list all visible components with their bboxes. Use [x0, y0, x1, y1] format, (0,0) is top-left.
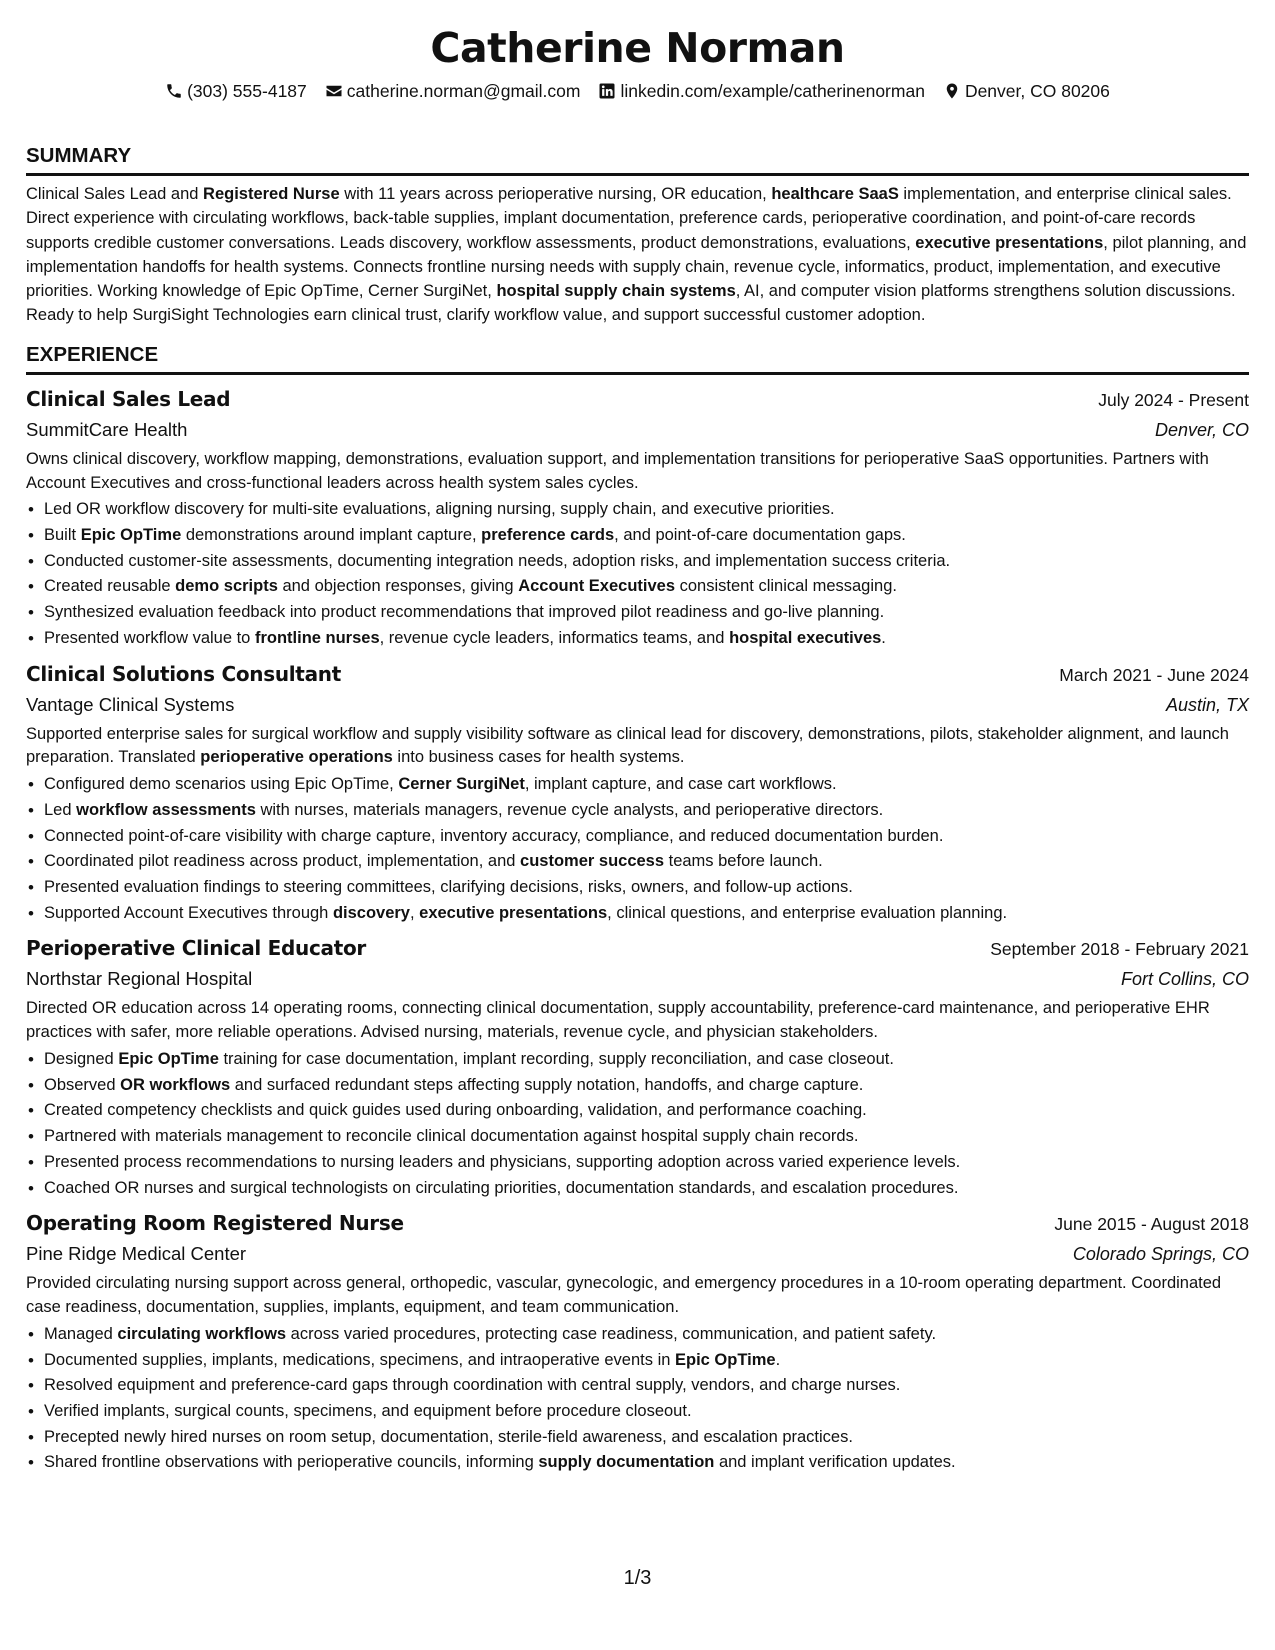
- summary-paragraph: [26, 182, 1249, 328]
- bullet-text: Created reusable: [44, 577, 176, 596]
- list-item: [26, 1098, 1249, 1124]
- list-item: [26, 824, 1249, 850]
- bullet-bold-text: demo scripts: [175, 577, 278, 596]
- job-company-row: [26, 417, 1249, 443]
- bullet-text: Verified implants, surgical counts, specimens, and equipment before procedure closeout.: [44, 1401, 692, 1420]
- job-company: Northstar Regional Hospital: [26, 968, 253, 990]
- experience-entry: [26, 1209, 1249, 1476]
- job-company: Vantage Clinical Systems: [26, 693, 235, 715]
- description-text: into business cases for health systems.: [392, 748, 685, 767]
- list-item: [26, 875, 1249, 901]
- list-item: [26, 574, 1249, 600]
- envelope-icon: [325, 82, 343, 100]
- summary-bold-text: Registered Nurse: [203, 185, 340, 203]
- job-header-row: [26, 660, 1249, 689]
- list-item: [26, 849, 1249, 875]
- list-item: [26, 523, 1249, 549]
- bullet-bold-text: workflow assessments: [76, 800, 256, 819]
- bullet-text: Built: [44, 526, 81, 545]
- summary-text: , AI, and computer vision platforms strengthens solution discussions. Ready to help SurgiSight Technologies earn clinical trust, clarify workflow value, and support successful customer adoption.: [26, 282, 1236, 325]
- bullet-text: Shared frontline observations with perioperative councils, informing: [44, 1453, 539, 1472]
- experience-entry: [26, 660, 1249, 927]
- list-item: [26, 1348, 1249, 1374]
- list-item: [26, 1176, 1249, 1202]
- job-title: Operating Room Registered Nurse: [26, 1211, 404, 1236]
- job-company-row: [26, 966, 1249, 992]
- description-bold-text: perioperative operations: [200, 748, 393, 767]
- bullet-text: demonstrations around implant capture,: [181, 526, 482, 545]
- map-pin-icon: [943, 82, 961, 100]
- bullet-text: teams before launch.: [664, 852, 823, 871]
- list-item: [26, 772, 1249, 798]
- job-title: Clinical Solutions Consultant: [26, 661, 341, 686]
- bullet-bold-text: Account Executives: [518, 577, 676, 596]
- bullet-text: Documented supplies, implants, medications, specimens, and intraoperative events in: [44, 1350, 675, 1369]
- list-item: [26, 1373, 1249, 1399]
- bullet-text: Precepted newly hired nurses on room setup, documentation, sterile-field awareness, and escalation practices.: [44, 1427, 853, 1446]
- bullet-text: Partnered with materials management to reconcile clinical documentation against hospital supply chain records.: [44, 1127, 859, 1146]
- page-indicator: 1/3: [623, 1567, 652, 1589]
- bullet-text: ,: [409, 903, 420, 922]
- bullet-bold-text: preference cards: [481, 526, 615, 545]
- list-item: [26, 1047, 1249, 1073]
- bullet-text: Created competency checklists and quick guides used during onboarding, validation, and performance coaching.: [44, 1101, 867, 1120]
- summary-text: implementation, and enterprise clinical sales. Direct experience with circulating workflows, back-table supplies, implant documentation, preference cards, perioperative coordination, and point-of-care records supports credible customer conversations. Leads discovery, workflow assessments, product demonstrations, evaluations,: [26, 185, 1232, 252]
- job-company-row: [26, 692, 1249, 718]
- experience-entry: [26, 385, 1249, 652]
- bullet-text: , implant capture, and case cart workflows.: [524, 775, 837, 794]
- contact-email[interactable]: [325, 79, 581, 103]
- bullet-text: .: [881, 628, 886, 647]
- bullet-text: Coached OR nurses and surgical technologists on circulating priorities, documentation standards, and escalation procedures.: [44, 1178, 959, 1197]
- job-description: [26, 448, 1249, 496]
- contact-location: [943, 79, 1110, 103]
- list-item: [26, 1124, 1249, 1150]
- list-item: [26, 1399, 1249, 1425]
- phone-number: (303) 555-4187: [187, 81, 307, 101]
- bullet-text: Conducted customer-site assessments, documenting integration needs, adoption risks, and implementation success criteria.: [44, 551, 951, 570]
- bullet-text: Supported Account Executives through: [44, 903, 333, 922]
- bullet-text: Presented process recommendations to nursing leaders and physicians, supporting adoption across varied experience levels.: [44, 1152, 961, 1171]
- summary-text: Clinical Sales Lead and: [26, 185, 204, 203]
- summary-text: , pilot planning, and implementation handoffs for health systems. Connects frontline nursing needs with supply chain, revenue cycle, informatics, product, implementation, and executive priorities. Working knowledge of Epic OpTime, Cerner SurgiNet,: [26, 233, 1247, 301]
- bullet-text: Configured demo scenarios using Epic OpTime,: [44, 775, 399, 794]
- list-item: [26, 1322, 1249, 1348]
- description-text: Provided circulating nursing support across general, orthopedic, vascular, gynecologic, and emergency procedures in a 10-room operating department. Coordinated case readiness, documentation, supplies, implants, equipment, and team communication.: [26, 1274, 1222, 1317]
- contact-linkedin[interactable]: [598, 79, 924, 103]
- bullet-bold-text: OR workflows: [120, 1075, 231, 1094]
- bullet-text: Resolved equipment and preference-card gaps through coordination with central supply, vendors, and charge nurses.: [44, 1376, 901, 1395]
- list-item: [26, 798, 1249, 824]
- linkedin-link[interactable]: linkedin.com/example/catherinenorman: [620, 81, 925, 101]
- list-item: [26, 1425, 1249, 1451]
- job-description: [26, 1272, 1249, 1320]
- summary-bold-text: executive presentations: [915, 233, 1104, 252]
- summary-heading: SUMMARY: [26, 144, 132, 167]
- bullet-bold-text: customer success: [520, 852, 665, 871]
- job-title: Perioperative Clinical Educator: [26, 936, 366, 961]
- job-company: SummitCare Health: [26, 418, 188, 440]
- job-location: Colorado Springs, CO: [1072, 1244, 1249, 1265]
- bullet-text: Managed: [44, 1324, 118, 1343]
- location-text: Denver, CO 80206: [964, 81, 1110, 101]
- list-item: [26, 1150, 1249, 1176]
- bullet-bold-text: Epic OpTime: [118, 1050, 219, 1068]
- job-title: Clinical Sales Lead: [26, 386, 231, 411]
- bullet-text: and implant verification updates.: [714, 1453, 956, 1472]
- bullet-bold-text: executive presentations: [419, 903, 608, 922]
- job-company-row: [26, 1241, 1249, 1267]
- bullet-text: Designed: [44, 1050, 119, 1068]
- summary-bold-text: healthcare SaaS: [771, 185, 899, 203]
- bullet-text: , clinical questions, and enterprise evaluation planning.: [607, 903, 1008, 922]
- bullet-bold-text: discovery: [332, 903, 410, 922]
- section-divider: [26, 173, 1249, 176]
- job-bullet-list: [26, 1322, 1249, 1476]
- bullet-bold-text: Cerner SurgiNet: [398, 775, 525, 794]
- bullet-text: consistent clinical messaging.: [675, 577, 897, 596]
- bullet-text: training for case documentation, implant recording, supply reconciliation, and case closeout.: [218, 1050, 894, 1068]
- summary-bold-text: hospital supply chain systems: [496, 282, 736, 301]
- job-company: Pine Ridge Medical Center: [26, 1243, 247, 1265]
- bullet-text: Synthesized evaluation feedback into product recommendations that improved pilot readiness and go-live planning.: [44, 603, 885, 622]
- contact-bar: [26, 79, 1249, 103]
- linkedin-icon: [598, 82, 616, 100]
- description-text: Supported enterprise sales for surgical workflow and supply visibility software as clinical lead for discovery, demonstrations, pilots, stakeholder alignment, and launch preparation. Translated: [26, 724, 1229, 767]
- job-bullet-list: [26, 497, 1249, 651]
- job-location: Fort Collins, CO: [1120, 969, 1249, 990]
- job-description: [26, 723, 1249, 771]
- job-dates: June 2015 - August 2018: [1054, 1214, 1249, 1235]
- bullet-text: Presented evaluation findings to steering committees, clarifying decisions, risks, owners, and follow-up actions.: [44, 878, 853, 896]
- section-divider: [26, 372, 1249, 375]
- list-item: [26, 901, 1249, 927]
- bullet-bold-text: hospital executives: [729, 628, 882, 647]
- bullet-bold-text: circulating workflows: [117, 1324, 287, 1343]
- list-item: [26, 1450, 1249, 1476]
- job-header-row: [26, 385, 1249, 414]
- job-dates: March 2021 - June 2024: [1059, 664, 1249, 685]
- experience-list: [26, 385, 1249, 1476]
- bullet-text: Coordinated pilot readiness across product, implementation, and: [44, 852, 521, 871]
- job-location: Denver, CO: [1154, 419, 1249, 440]
- candidate-name: Catherine Norman: [430, 24, 845, 72]
- list-item: [26, 497, 1249, 523]
- bullet-text: Led OR workflow discovery for multi-site evaluations, aligning nursing, supply chain, and executive priorities.: [44, 500, 835, 519]
- summary-text: with 11 years across perioperative nursing, OR education,: [339, 185, 772, 203]
- description-text: Directed OR education across 14 operating rooms, connecting clinical documentation, supply accountability, preference-card maintenance, and perioperative EHR practices with safer, more reliable operations. Advised nursing, materials, revenue cycle, and physician stakeholders.: [26, 999, 1210, 1042]
- bullet-text: .: [775, 1350, 781, 1369]
- bullet-text: across varied procedures, protecting case readiness, communication, and patient safety.: [286, 1324, 937, 1343]
- bullet-text: , revenue cycle leaders, informatics teams, and: [379, 628, 730, 647]
- bullet-bold-text: frontline nurses: [254, 628, 380, 647]
- bullet-bold-text: supply documentation: [538, 1453, 715, 1472]
- list-item: [26, 600, 1249, 626]
- list-item: [26, 549, 1249, 575]
- bullet-text: and surfaced redundant steps affecting supply notation, handoffs, and charge capture.: [230, 1075, 864, 1094]
- bullet-text: and objection responses, giving: [277, 577, 519, 596]
- job-header-row: [26, 1209, 1249, 1238]
- job-description: [26, 997, 1249, 1045]
- list-item: [26, 1073, 1249, 1099]
- description-text: Owns clinical discovery, workflow mapping, demonstrations, evaluation support, and implementation transitions for perioperative SaaS opportunities. Partners with Account Executives and cross-functional leaders across health system sales cycles.: [26, 449, 1209, 492]
- job-location: Austin, TX: [1165, 694, 1249, 715]
- experience-entry: [26, 934, 1249, 1201]
- experience-heading: EXPERIENCE: [26, 342, 159, 366]
- job-dates: July 2024 - Present: [1098, 389, 1249, 410]
- bullet-text: Connected point-of-care visibility with charge capture, inventory accuracy, compliance, and reduced documentation burden.: [44, 826, 944, 845]
- job-header-row: [26, 934, 1249, 963]
- bullet-bold-text: Epic OpTime: [80, 526, 182, 545]
- contact-phone: [165, 79, 307, 103]
- list-item: [26, 626, 1249, 652]
- bullet-text: Led: [44, 800, 77, 819]
- email-link[interactable]: catherine.norman@gmail.com: [346, 81, 581, 101]
- phone-icon: [165, 82, 183, 100]
- bullet-text: Presented workflow value to: [44, 628, 255, 647]
- bullet-bold-text: Epic OpTime: [675, 1350, 776, 1369]
- bullet-text: Observed: [44, 1075, 121, 1094]
- job-bullet-list: [26, 1047, 1249, 1201]
- bullet-text: , and point-of-care documentation gaps.: [614, 526, 906, 545]
- job-bullet-list: [26, 772, 1249, 926]
- job-dates: September 2018 - February 2021: [990, 939, 1249, 960]
- bullet-text: with nurses, materials managers, revenue cycle analysts, and perioperative directors.: [255, 800, 884, 819]
